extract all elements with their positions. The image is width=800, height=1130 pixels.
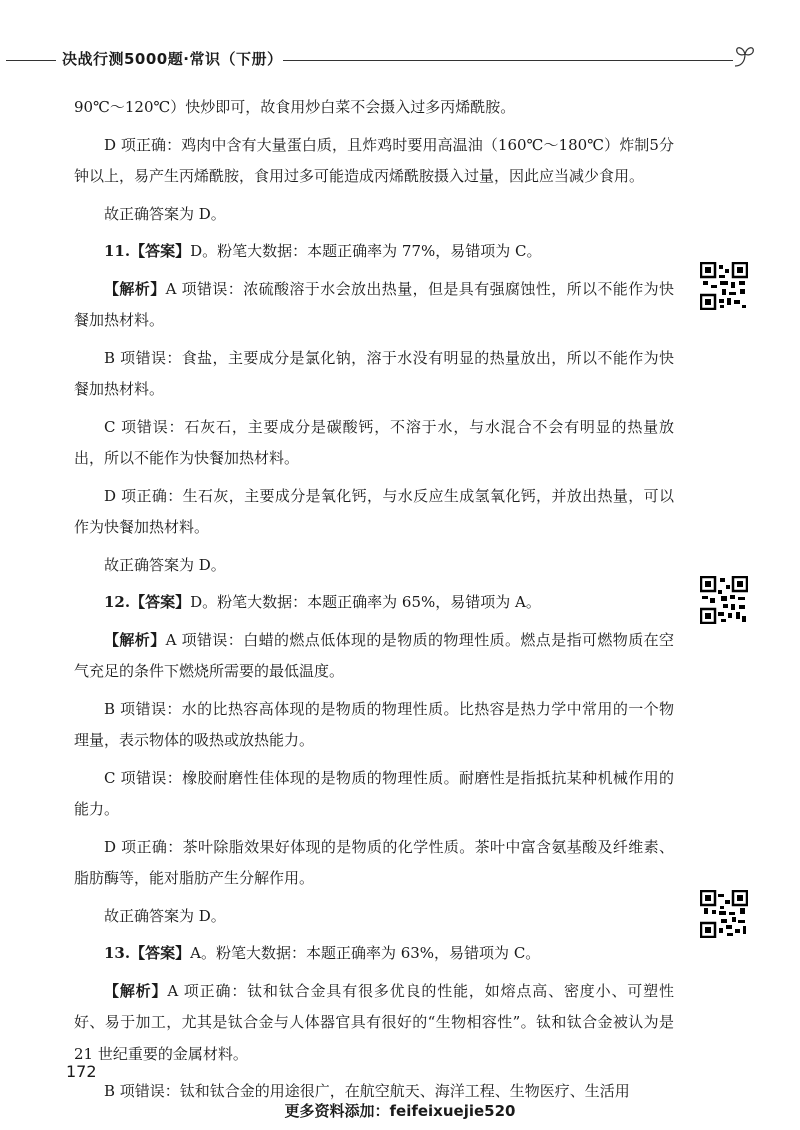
analysis-a-13 bbox=[74, 976, 674, 1071]
header-rule-right bbox=[283, 60, 733, 61]
analysis-a-11 bbox=[74, 274, 674, 337]
conclusion-12: 故正确答案为 D。 bbox=[104, 906, 226, 925]
analysis-c-11: C 项错误：石灰石，主要成分是碳酸钙，不溶于水，与水混合不会有明显的热量放出，所以不能作为快餐加热材料。 bbox=[74, 417, 674, 467]
page-number: 172 bbox=[66, 1062, 97, 1081]
conclusion-11: 故正确答案为 D。 bbox=[104, 555, 226, 574]
footer-note: 更多资料添加：feifeixuejie520 bbox=[284, 1102, 516, 1120]
answer-text: D。粉笔大数据：本题正确率为 65%，易错项为 A。 bbox=[190, 593, 541, 611]
answer-tag: 13.【答案】 bbox=[104, 944, 191, 962]
answer-text: D。粉笔大数据：本题正确率为 77%，易错项为 C。 bbox=[190, 242, 542, 260]
answer-text: A。粉笔大数据：本题正确率为 63%，易错项为 C。 bbox=[190, 944, 541, 962]
answer-line-11 bbox=[74, 236, 674, 268]
running-header bbox=[0, 40, 800, 76]
answer-tag: 11.【答案】 bbox=[104, 242, 191, 260]
analysis-tag: 【解析】 bbox=[104, 279, 166, 298]
qr-code-icon[interactable] bbox=[700, 890, 748, 938]
running-header-title: 决战行测5000题·常识（下册） bbox=[62, 50, 283, 68]
analysis-d-12: D 项正确：茶叶除脂效果好体现的是物质的化学性质。茶叶中富含氨基酸及纤维素、脂肪酶等，能对脂肪产生分解作用。 bbox=[74, 837, 674, 887]
page-body bbox=[74, 92, 674, 1114]
conclusion: 故正确答案为 D。 bbox=[104, 204, 226, 223]
paragraph: 90℃～120℃）快炒即可，故食用炒白菜不会摄入过多丙烯酰胺。 bbox=[74, 98, 516, 116]
analysis-text: A 项错误：白蜡的燃点低体现的是物质的物理性质。燃点是指可燃物质在空气充足的条件下燃烧所需要的最低温度。 bbox=[74, 630, 674, 680]
analysis-b-13: B 项错误：钛和钛合金的用途很广，在航空航天、海洋工程、生物医疗、生活用 bbox=[104, 1082, 630, 1100]
analysis-text: A 项错误：浓硫酸溶于水会放出热量，但是具有强腐蚀性，所以不能作为快餐加热材料。 bbox=[74, 279, 674, 329]
answer-line-13 bbox=[74, 938, 674, 970]
qr-code-icon[interactable] bbox=[700, 576, 748, 624]
analysis-tag: 【解析】 bbox=[104, 981, 168, 1000]
header-rule-left bbox=[6, 60, 56, 61]
analysis-b-11: B 项错误：食盐，主要成分是氯化钠，溶于水没有明显的热量放出，所以不能作为快餐加热材料。 bbox=[74, 348, 674, 398]
answer-line-12 bbox=[74, 587, 674, 619]
analysis-a-12 bbox=[74, 625, 674, 688]
paragraph: D 项正确：鸡肉中含有大量蛋白质，且炸鸡时要用高温油（160℃～180℃）炸制5分钟以上，易产生丙烯酰胺，食用过多可能造成丙烯酰胺摄入过量，因此应当减少食用。 bbox=[74, 135, 674, 185]
analysis-text: A 项正确：钛和钛合金具有很多优良的性能，如熔点高、密度小、可塑性好、易于加工，尤其是钛合金与人体器官具有很好的“生物相容性”。钛和钛合金被认为是 21 世纪重要的金属材料。 bbox=[74, 981, 674, 1063]
answer-tag: 12.【答案】 bbox=[104, 593, 191, 611]
qr-code-icon[interactable] bbox=[700, 262, 748, 310]
analysis-tag: 【解析】 bbox=[104, 630, 166, 649]
sprout-icon bbox=[731, 42, 757, 68]
analysis-d-11: D 项正确：生石灰，主要成分是氧化钙，与水反应生成氢氧化钙，并放出热量，可以作为快餐加热材料。 bbox=[74, 486, 674, 536]
analysis-b-12: B 项错误：水的比热容高体现的是物质的物理性质。比热容是热力学中常用的一个物理量，表示物体的吸热或放热能力。 bbox=[74, 699, 674, 749]
analysis-c-12: C 项错误：橡胶耐磨性佳体现的是物质的物理性质。耐磨性是指抵抗某种机械作用的能力。 bbox=[74, 768, 674, 818]
